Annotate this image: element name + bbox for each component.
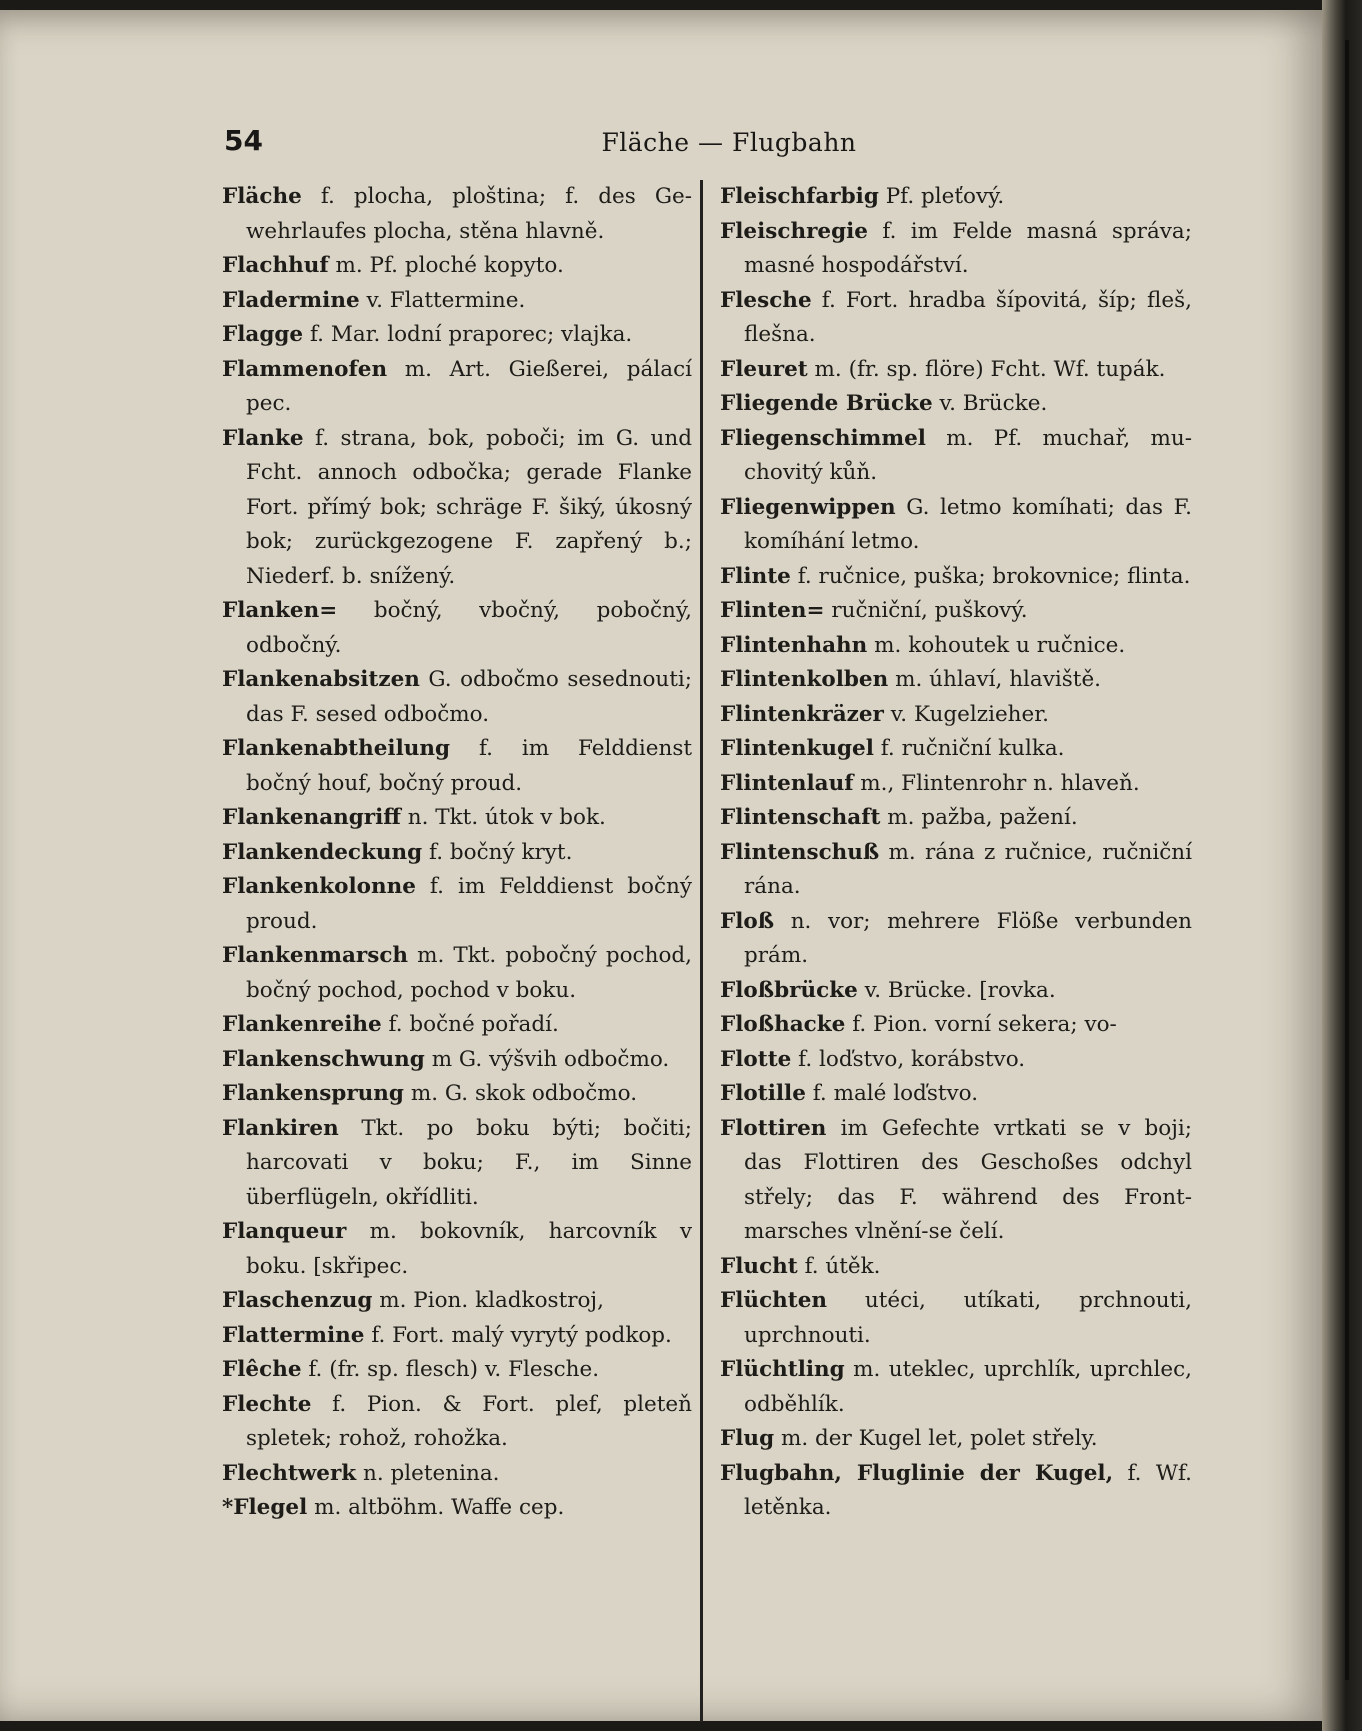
dictionary-entry [720, 1284, 1192, 1353]
spine-edge [1345, 40, 1349, 1680]
entry-headword: Fladermine [222, 287, 360, 313]
entry-headword: Floßbrücke [720, 977, 858, 1003]
entry-headword: Flesche [720, 287, 812, 313]
dictionary-entry [222, 836, 692, 871]
entry-headword: Flintenschuß [720, 839, 880, 865]
dictionary-entry [222, 939, 692, 1008]
entry-definition: m. rána z ručnice, ručniční rána. [744, 839, 1192, 899]
entry-headword: Flankenmarsch [222, 943, 409, 968]
dictionary-entry [222, 732, 692, 801]
entry-definition: f. Wf. letěnka. [744, 1460, 1192, 1520]
dictionary-entry [720, 767, 1192, 802]
entry-definition: m. altböhm. Waffe cep. [314, 1495, 565, 1520]
dictionary-entry [720, 905, 1192, 974]
dictionary-entry [720, 594, 1192, 629]
entry-headword: Flotille [720, 1081, 806, 1106]
column-divider [700, 180, 703, 1722]
dictionary-entry [720, 801, 1192, 836]
dictionary-entry [720, 491, 1192, 560]
entry-definition: m. bokovník, harcovník v boku. [skřipec. [246, 1219, 692, 1279]
entry-definition: m. pažba, pažení. [887, 805, 1078, 830]
entry-headword: Flechtwerk [222, 1460, 357, 1486]
entry-definition: f. strana, bok, poboči; im G. und Fcht. annoch odbočka; gerade Flanke Fort. přímý bok; schräge F. šiký, úkosný bok; zurückgezogene F. zapřený b.; Niederf. b. snížený. [246, 425, 692, 589]
entry-headword: Fleischfarbig [720, 184, 879, 209]
dictionary-entry [222, 663, 692, 732]
entry-headword: Fleuret [720, 356, 808, 382]
dictionary-entry [720, 1043, 1192, 1078]
entry-headword: Flintenschaft [720, 805, 881, 830]
dictionary-entry [720, 663, 1192, 698]
page-number: 54 [224, 124, 263, 157]
dictionary-entry [720, 1422, 1192, 1457]
entry-headword: Flankenabtheilung [222, 736, 451, 761]
entry-definition: m. (fr. sp. flöre) Fcht. Wf. tupák. [814, 356, 1166, 382]
page-header [224, 124, 1234, 160]
entry-headword: *Flegel [222, 1495, 308, 1520]
entry-headword: Flottiren [720, 1115, 827, 1141]
entry-headword: Flintenhahn [720, 632, 868, 658]
entry-definition: m. Art. Gießerei, pálací pec. [246, 356, 692, 416]
entry-headword: Flanke [222, 425, 304, 451]
entry-definition: v. Kugelzieher. [890, 701, 1049, 727]
entry-definition: m G. výšvih odbočmo. [431, 1046, 670, 1072]
entry-definition: G. letmo komíhati; das F. komíhání letmo. [744, 494, 1192, 554]
dictionary-entry [720, 422, 1192, 491]
dictionary-entry [720, 284, 1192, 353]
dictionary-entry [222, 801, 692, 836]
book-spine [1322, 0, 1362, 1731]
entry-definition: G. odbočmo sesednouti; das F. sesed odbočmo. [246, 667, 692, 727]
entry-headword: Flug [720, 1426, 775, 1451]
entry-definition: utéci, utíkati, prchnouti, uprchnouti. [744, 1288, 1192, 1348]
entry-headword: Flachhuf [222, 253, 329, 278]
entry-definition: im Gefechte vrtkati se v boji; das Flottiren des Geschoßes odchyl střely; das F. während des Frontmarsches vlnění-se čelí. [744, 1115, 1192, 1244]
entry-definition: f. Fort. hradba šípovitá, šíp; fleš, flešna. [744, 287, 1192, 347]
entry-headword: Flanken= [222, 598, 338, 623]
dictionary-entry [222, 180, 692, 249]
entry-definition: m. Pf. muchař, muchovitý kůň. [744, 425, 1192, 485]
dictionary-entry [222, 284, 692, 319]
entry-headword: Fläche [222, 184, 302, 209]
dictionary-entry [720, 732, 1192, 767]
dictionary-entry [720, 1353, 1192, 1422]
entry-definition: v. Flattermine. [366, 287, 526, 313]
dictionary-entry [222, 353, 692, 422]
dictionary-entry [222, 1077, 692, 1112]
entry-definition: bočný, vbočný, pobočný, odbočný. [246, 598, 692, 658]
right-column [720, 180, 1192, 1526]
entry-definition: f. im Felddienst bočný houf, bočný proud. [246, 736, 692, 796]
entry-headword: Flankensprung [222, 1081, 404, 1106]
entry-headword: Floßhacke [720, 1012, 846, 1037]
dictionary-entry [222, 249, 692, 284]
dictionary-entry [720, 1112, 1192, 1250]
entry-definition: f. loďstvo, korábstvo. [798, 1046, 1026, 1072]
dictionary-entry [222, 1043, 692, 1078]
dictionary-entry [222, 1112, 692, 1216]
entry-definition: f. im Felde masná správa; masné hospodářství. [744, 218, 1192, 278]
entry-definition: f. Fort. malý vyrytý podkop. [371, 1322, 672, 1348]
entry-headword: Fliegende Brücke [720, 391, 933, 416]
dictionary-entry [222, 1388, 692, 1457]
entry-headword: Flagge [222, 322, 304, 347]
dictionary-entry [720, 1457, 1192, 1526]
book-page [0, 10, 1335, 1721]
entry-definition: f. malé loďstvo. [812, 1081, 979, 1106]
dictionary-entry [222, 1353, 692, 1388]
dictionary-entry [222, 1215, 692, 1284]
dictionary-entry [720, 974, 1192, 1009]
entry-definition: f. Pion. & Fort. plef, pleteň spletek; rohož, rohožka. [246, 1391, 692, 1451]
dictionary-entry [222, 1008, 692, 1043]
entry-headword: Flankiren [222, 1115, 339, 1141]
entry-headword: Fliegenschimmel [720, 425, 926, 451]
entry-headword: Flattermine [222, 1322, 365, 1348]
dictionary-entry [720, 560, 1192, 595]
entry-headword: Floß [720, 908, 775, 934]
dictionary-entry [720, 387, 1192, 422]
entry-definition: f. ručnice, puška; brokovnice; flinta. [797, 563, 1191, 589]
entry-definition: f. útěk. [804, 1253, 881, 1279]
dictionary-entry [222, 594, 692, 663]
dictionary-entry [720, 1250, 1192, 1285]
entry-headword: Fliegenwippen [720, 494, 896, 520]
entry-definition: m. G. skok odbočmo. [410, 1081, 638, 1106]
entry-definition: m., Flintenrohr n. hlaveň. [860, 770, 1140, 796]
entry-definition: Tkt. po boku býti; bočiti; harcovati v boku; F., im Sinne überflügeln, okřídliti. [246, 1115, 692, 1210]
entry-definition: f. Pion. vorní sekera; vo- [852, 1012, 1117, 1037]
entry-headword: Fleischregie [720, 218, 868, 244]
dictionary-entry [720, 180, 1192, 215]
dictionary-entry [222, 1319, 692, 1354]
dictionary-entry [222, 422, 692, 595]
entry-definition: n. Tkt. útok v bok. [407, 805, 606, 830]
entry-headword: Flintenlauf [720, 770, 854, 796]
entry-definition: n. vor; mehrere Flöße verbunden prám. [744, 908, 1192, 968]
entry-headword: Flankendeckung [222, 839, 423, 865]
dictionary-entry [720, 215, 1192, 284]
dictionary-entry [720, 1077, 1192, 1112]
entry-definition: m. der Kugel let, polet střely. [780, 1426, 1098, 1451]
dictionary-entry [222, 318, 692, 353]
entry-definition: f. (fr. sp. flesch) v. Flesche. [308, 1357, 600, 1382]
entry-headword: Flotte [720, 1046, 792, 1072]
entry-headword: Flinte [720, 563, 791, 589]
entry-headword: Flammenofen [222, 356, 388, 382]
entry-definition: m. Pion. kladkostroj, [379, 1288, 604, 1313]
dictionary-entry [720, 836, 1192, 905]
entry-definition: m. úhlaví, hlaviště. [895, 667, 1102, 692]
entry-headword: Flintenkolben [720, 667, 889, 692]
entry-definition: m. Pf. ploché kopyto. [335, 253, 564, 278]
dictionary-entry [720, 698, 1192, 733]
dictionary-entry [720, 1008, 1192, 1043]
entry-headword: Flaschenzug [222, 1288, 373, 1313]
entry-definition: f. Mar. lodní praporec; vlajka. [309, 322, 633, 347]
dictionary-entry [222, 1284, 692, 1319]
entry-definition: f. im Felddienst bočný proud. [246, 874, 692, 934]
entry-headword: Flankenkolonne [222, 874, 416, 899]
dictionary-entry [720, 353, 1192, 388]
entry-definition: m. kohoutek u ručnice. [874, 632, 1126, 658]
entry-headword: Flêche [222, 1357, 302, 1382]
entry-definition: f. ručniční kulka. [880, 736, 1065, 761]
dictionary-entry [720, 629, 1192, 664]
entry-headword: Flankenreihe [222, 1012, 382, 1037]
dictionary-entry [222, 870, 692, 939]
entry-headword: Flinten= [720, 598, 825, 623]
entry-definition: Pf. pleťový. [885, 184, 1005, 209]
running-head: Fläche — Flugbahn [601, 128, 857, 157]
entry-headword: Flanqueur [222, 1219, 347, 1244]
dictionary-entry [222, 1457, 692, 1492]
entry-headword: Flechte [222, 1391, 312, 1417]
left-column [222, 180, 692, 1526]
entry-definition: v. Brücke. [rovka. [864, 977, 1056, 1003]
entry-definition: f. bočné pořadí. [388, 1012, 559, 1037]
entry-headword: Flüchtling [720, 1357, 845, 1382]
entry-definition: ručniční, puškový. [831, 598, 1028, 623]
entry-headword: Flintenkugel [720, 736, 874, 761]
dictionary-entry [222, 1491, 692, 1526]
entry-definition: n. pletenina. [363, 1460, 500, 1486]
entry-headword: Flucht [720, 1253, 798, 1279]
entry-headword: Flugbahn, Fluglinie der Kugel, [720, 1460, 1114, 1486]
entry-headword: Flankenangriff [222, 805, 401, 830]
entry-definition: m. Tkt. pobočný pochod, bočný pochod, pochod v boku. [246, 943, 692, 1003]
entry-definition: f. bočný kryt. [429, 839, 573, 865]
entry-definition: f. plocha, ploština; f. des Gewehrlaufes plocha, stěna hlavně. [246, 184, 692, 244]
entry-headword: Flankenabsitzen [222, 667, 420, 692]
entry-definition: m. uteklec, uprchlík, uprchlec, odběhlík. [744, 1357, 1192, 1417]
entry-headword: Flankenschwung [222, 1046, 425, 1072]
entry-headword: Flüchten [720, 1288, 828, 1313]
entry-headword: Flintenkräzer [720, 701, 884, 727]
entry-definition: v. Brücke. [939, 391, 1048, 416]
